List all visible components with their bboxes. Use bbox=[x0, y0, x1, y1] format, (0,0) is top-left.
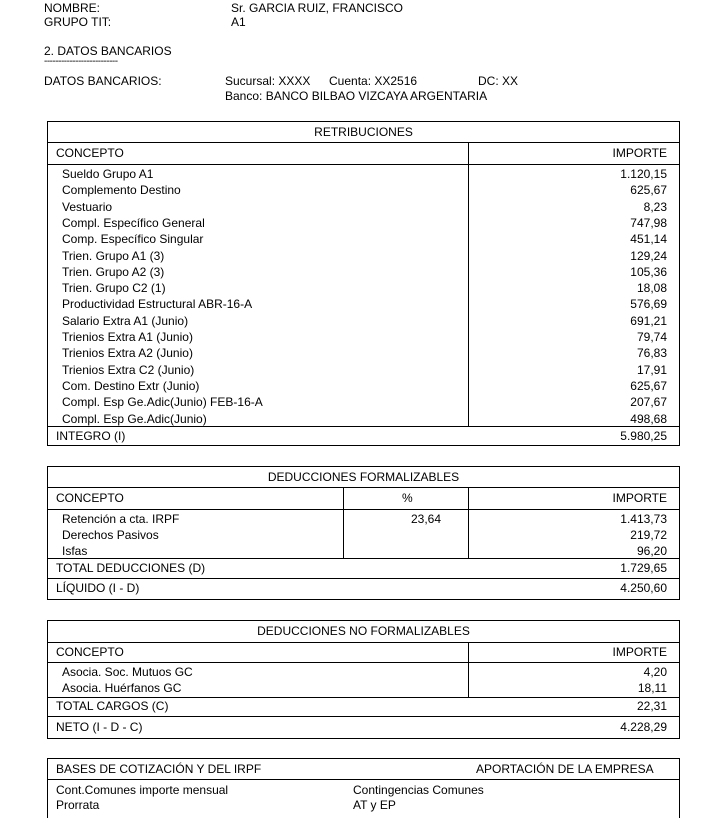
bases-row-left: Prorrata bbox=[56, 798, 100, 812]
row-importe: 219,72 bbox=[630, 528, 667, 542]
row-importe: 1.413,73 bbox=[620, 512, 667, 526]
total-cargos-label: TOTAL CARGOS (C) bbox=[56, 699, 169, 713]
retribuciones-title: RETRIBUCIONES bbox=[314, 125, 413, 139]
bank-heading: 2. DATOS BANCARIOS bbox=[44, 44, 172, 58]
row-importe: 18,11 bbox=[637, 681, 667, 695]
nombre-value: Sr. GARCIA RUIZ, FRANCISCO bbox=[231, 1, 404, 15]
bank-cuenta: Cuenta: XX2516 bbox=[329, 74, 418, 88]
table-row bbox=[48, 394, 679, 410]
nombre-label: NOMBRE: bbox=[44, 1, 101, 15]
integro-value: 5.980,25 bbox=[620, 429, 667, 443]
total-cargos-value: 22,31 bbox=[636, 699, 667, 713]
retribuciones-col-importe: IMPORTE bbox=[612, 146, 667, 160]
row-concepto: Com. Destino Extr (Junio) bbox=[62, 378, 200, 393]
table-row bbox=[48, 248, 679, 264]
grupo-label: GRUPO TIT: bbox=[44, 15, 112, 29]
row-importe: 576,69 bbox=[630, 297, 667, 312]
bank-sucursal: Sucursal: XXXX bbox=[225, 74, 311, 88]
row-importe: 747,98 bbox=[630, 215, 667, 230]
total-deducciones-label: TOTAL DEDUCCIONES (D) bbox=[56, 561, 206, 575]
deducciones-formalizables-title: DEDUCCIONES FORMALIZABLES bbox=[267, 470, 460, 484]
row-concepto: Salario Extra A1 (Junio) bbox=[62, 313, 189, 328]
table-row bbox=[48, 527, 679, 543]
bases-row-right: AT y EP bbox=[353, 798, 396, 812]
retribuciones-col-concepto: CONCEPTO bbox=[56, 146, 124, 160]
bases-row-left: Cont.Comunes importe mensual bbox=[56, 783, 229, 797]
table-row bbox=[48, 664, 679, 680]
table-row bbox=[48, 182, 679, 198]
integro-label: INTEGRO (I) bbox=[56, 429, 126, 443]
row-importe: 76,83 bbox=[636, 346, 667, 361]
row-concepto: Asocia. Soc. Mutuos GC bbox=[62, 665, 193, 679]
df-col-concepto: CONCEPTO bbox=[56, 491, 124, 505]
row-importe: 625,67 bbox=[630, 183, 667, 198]
bases-row-right: Contingencias Comunes bbox=[353, 783, 484, 797]
df-col-importe: IMPORTE bbox=[612, 491, 667, 505]
neto-label: NETO (I - D - C) bbox=[56, 720, 143, 734]
bases-title: BASES DE COTIZACIÓN Y DEL IRPF bbox=[56, 762, 262, 776]
row-concepto: Compl. Esp Ge.Adic(Junio) FEB-16-A bbox=[62, 395, 263, 410]
bank-label: DATOS BANCARIOS: bbox=[44, 74, 162, 88]
liquido-value: 4.250,60 bbox=[620, 581, 667, 595]
row-concepto: Derechos Pasivos bbox=[62, 528, 159, 542]
bank-dc: DC: XX bbox=[478, 74, 519, 88]
df-col-pct: % bbox=[402, 491, 413, 505]
row-importe: 498,68 bbox=[630, 411, 667, 426]
table-row bbox=[48, 362, 679, 378]
table-row bbox=[48, 345, 679, 361]
row-importe: 105,36 bbox=[630, 264, 667, 279]
dnf-col-importe: IMPORTE bbox=[612, 645, 667, 659]
row-importe: 691,21 bbox=[630, 313, 667, 328]
table-row bbox=[48, 199, 679, 215]
deducciones-no-formalizables-table bbox=[47, 620, 680, 739]
row-concepto: Retención a cta. IRPF bbox=[62, 512, 180, 526]
table-row bbox=[48, 378, 679, 394]
row-concepto: Asocia. Huérfanos GC bbox=[62, 681, 182, 695]
row-concepto: Comp. Específico Singular bbox=[62, 232, 204, 247]
total-deducciones-value: 1.729,65 bbox=[620, 561, 667, 575]
table-row bbox=[48, 329, 679, 345]
grupo-value: A1 bbox=[231, 15, 246, 29]
row-concepto: Compl. Esp Ge.Adic(Junio) bbox=[62, 411, 207, 426]
table-row bbox=[48, 215, 679, 231]
table-row bbox=[48, 511, 679, 527]
row-concepto: Isfas bbox=[62, 544, 88, 558]
row-concepto: Trienios Extra A1 (Junio) bbox=[62, 330, 193, 344]
retribuciones-table bbox=[47, 121, 680, 446]
row-importe: 79,74 bbox=[636, 330, 667, 344]
row-concepto: Trien. Grupo A2 (3) bbox=[62, 264, 165, 279]
aportacion-title: APORTACIÓN DE LA EMPRESA bbox=[476, 762, 654, 776]
table-row bbox=[48, 313, 679, 329]
row-concepto: Sueldo Grupo A1 bbox=[62, 167, 154, 181]
table-row bbox=[48, 296, 679, 312]
table-row bbox=[48, 166, 679, 182]
row-importe: 17,91 bbox=[636, 362, 667, 377]
row-importe: 1.120,15 bbox=[620, 167, 667, 181]
row-importe: 129,24 bbox=[630, 248, 667, 263]
bank-name: Banco: BANCO BILBAO VIZCAYA ARGENTARIA bbox=[225, 89, 488, 103]
neto-value: 4.228,29 bbox=[620, 720, 667, 734]
table-row bbox=[48, 280, 679, 296]
dnf-col-concepto: CONCEPTO bbox=[56, 645, 124, 659]
row-concepto: Vestuario bbox=[62, 199, 113, 214]
row-importe: 451,14 bbox=[630, 232, 667, 247]
liquido-label: LÍQUIDO (I - D) bbox=[56, 581, 140, 595]
table-row bbox=[48, 231, 679, 247]
table-row bbox=[48, 264, 679, 280]
deducciones-no-formalizables-title: DEDUCCIONES NO FORMALIZABLES bbox=[257, 624, 470, 638]
table-row bbox=[48, 680, 679, 696]
row-importe: 4,20 bbox=[643, 665, 667, 679]
bank-heading-underline: -------------------------- bbox=[44, 56, 118, 67]
row-concepto: Trienios Extra C2 (Junio) bbox=[62, 362, 195, 377]
row-concepto: Trienios Extra A2 (Junio) bbox=[62, 346, 193, 361]
row-concepto: Productividad Estructural ABR-16-A bbox=[62, 297, 253, 312]
row-concepto: Compl. Específico General bbox=[62, 215, 205, 230]
row-concepto: Complemento Destino bbox=[62, 183, 181, 198]
bases-table bbox=[47, 758, 680, 818]
deducciones-formalizables-table bbox=[47, 466, 680, 600]
row-concepto: Trien. Grupo C2 (1) bbox=[62, 281, 166, 296]
row-concepto: Trien. Grupo A1 (3) bbox=[62, 248, 165, 263]
row-importe: 96,20 bbox=[636, 544, 667, 558]
row-importe: 625,67 bbox=[630, 378, 667, 393]
row-importe: 18,08 bbox=[636, 281, 667, 296]
table-row bbox=[48, 411, 679, 427]
row-importe: 207,67 bbox=[630, 395, 667, 410]
table-row bbox=[48, 543, 679, 559]
row-importe: 8,23 bbox=[643, 199, 667, 214]
row-pct: 23,64 bbox=[410, 512, 441, 526]
